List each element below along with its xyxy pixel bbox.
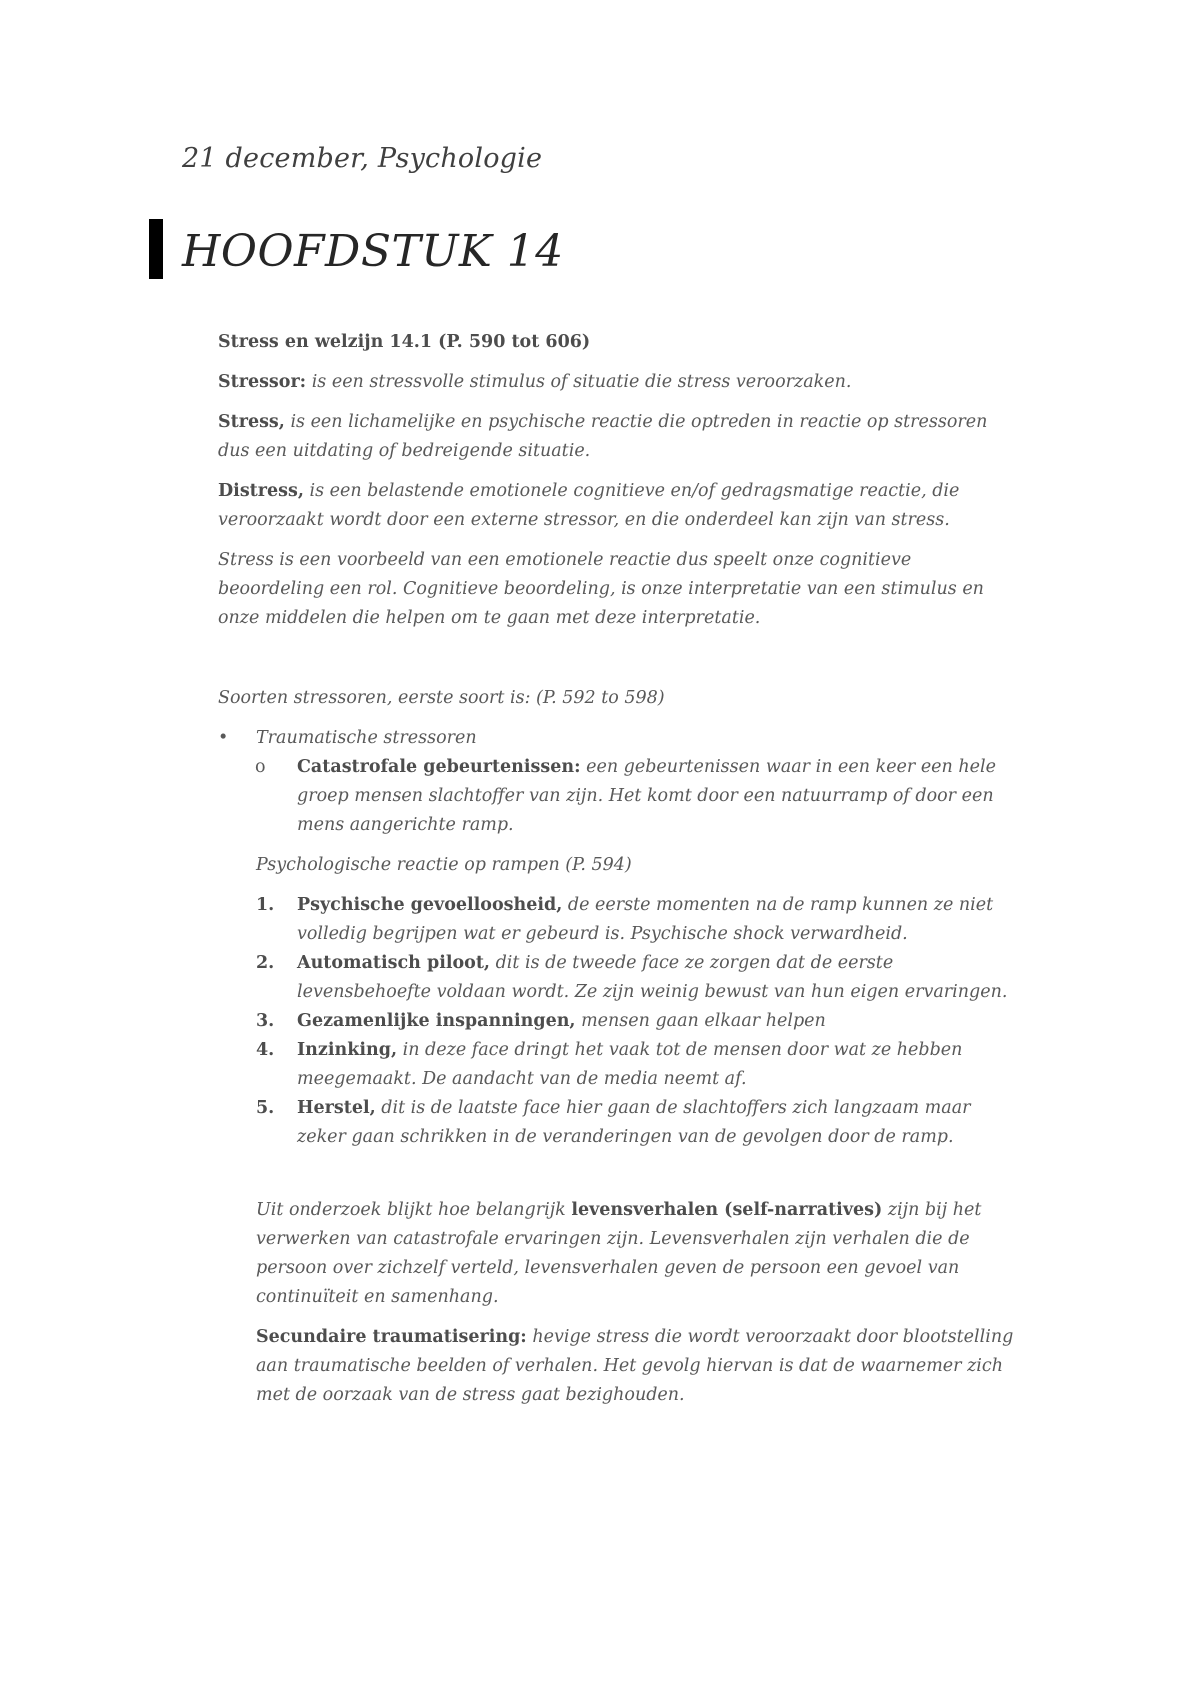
sub-bullet-item (218, 753, 1022, 840)
reaction-item (218, 891, 1022, 949)
reaction-text: dit is de tweede face ze zorgen dat de eerste levensbehoefte voldaan wordt. Ze zijn weinig bewust van hun eigen ervaringen. (297, 953, 1008, 1002)
secondary-trauma-paragraph (218, 1323, 1022, 1410)
reaction-item (218, 1036, 1022, 1094)
reaction-item (218, 1007, 1022, 1036)
spacer (218, 1152, 1022, 1196)
chapter-accent-bar (149, 219, 163, 279)
list-number: 3. (256, 1011, 275, 1031)
list-number: 1. (256, 895, 275, 915)
spacer (218, 644, 1022, 684)
definition-text: is een stressvolle stimulus of situatie die stress veroorzaken. (306, 372, 852, 392)
bullet-item (218, 724, 1022, 753)
bullet-label: Traumatische stressoren (256, 728, 477, 748)
reaction-term: Inzinking, (297, 1040, 398, 1060)
sub-bullet-mark: o (255, 757, 266, 777)
definition-stress (218, 408, 1022, 466)
narratives-after: zijn bij het verwerken van catastrofale ervaringen zijn. Levensverhalen zijn verhalen die de persoon over zichzelf verteld, levensverhalen geven de persoon een gevoel van continuïteit en samenhang. (256, 1200, 982, 1307)
term-distress: Distress, (218, 481, 304, 501)
definition-text: is een belastende emotionele cognitieve en/of gedragsmatige reactie, die veroorzaakt wordt door een externe stressor, en die onderdeel kan zijn van stress. (218, 481, 960, 530)
term-levensverhalen: levensverhalen (self-narratives) (571, 1200, 883, 1220)
list-number: 5. (256, 1098, 275, 1118)
reaction-item (218, 1094, 1022, 1152)
list-number: 4. (256, 1040, 275, 1060)
section-heading: Stress en welzijn 14.1 (P. 590 tot 606) (218, 332, 591, 352)
list-number: 2. (256, 953, 275, 973)
term-stress: Stress, (218, 412, 285, 432)
term-secundaire-traumatisering: Secundaire traumatisering: (256, 1327, 527, 1347)
stressor-types-intro: Soorten stressoren, eerste soort is: (P. 592 to 598) (218, 688, 665, 708)
narratives-paragraph (218, 1196, 1022, 1312)
reaction-item (218, 949, 1022, 1007)
narratives-before: Uit onderzoek blijkt hoe belangrijk (256, 1200, 572, 1220)
chapter-title: HOOFDSTUK 14 (182, 226, 564, 277)
secondary-trauma-text: hevige stress die wordt veroorzaakt door blootstelling aan traumatische beelden of verhalen. Het gevolg hiervan is dat de waarnemer zich met de oorzaak van de stress gaat bezighouden. (256, 1327, 1014, 1405)
term-stressor: Stressor: (218, 372, 307, 392)
reaction-term: Automatisch piloot, (297, 953, 491, 973)
document-body (218, 328, 1022, 1421)
date-line: 21 december, Psychologie (182, 143, 543, 174)
reaction-text: de eerste momenten na de ramp kunnen ze niet volledig begrijpen wat er gebeurd is. Psychische shock verwardheid. (297, 895, 994, 944)
reaction-text: dit is de laatste face hier gaan de slachtoffers zich langzaam maar zeker gaan schrikken in de veranderingen van de gevolgen door de ramp. (297, 1098, 971, 1147)
reaction-term: Herstel, (297, 1098, 376, 1118)
term-catastrofale: Catastrofale gebeurtenissen: (297, 757, 581, 777)
definition-distress (218, 477, 1022, 535)
example-paragraph: Stress is een voorbeeld van een emotionele reactie dus speelt onze cognitieve beoordeling een rol. Cognitieve beoordeling, is onze interpretatie van een stimulus en onze middelen die helpen om te gaan met deze interpretatie. (218, 550, 984, 628)
definition-stressor (218, 368, 1022, 397)
sub-bullet-text: een gebeurtenissen waar in een keer een hele groep mensen slachtoffer van zijn. Het komt door een natuurramp of door een mens aangerichte ramp. (297, 757, 996, 835)
reaction-term: Gezamenlijke inspanningen, (297, 1011, 576, 1031)
bullet-mark: • (218, 728, 229, 748)
reaction-text: mensen gaan elkaar helpen (575, 1011, 826, 1031)
reaction-list (218, 891, 1022, 1152)
reaction-term: Psychische gevoelloosheid, (297, 895, 563, 915)
reaction-text: in deze face dringt het vaak tot de mensen door wat ze hebben meegemaakt. De aandacht van de media neemt af. (297, 1040, 963, 1089)
definition-text: is een lichamelijke en psychische reactie die optreden in reactie op stressoren dus een uitdating of bedreigende situatie. (218, 412, 988, 461)
reaction-heading: Psychologische reactie op rampen (P. 594) (256, 855, 632, 875)
